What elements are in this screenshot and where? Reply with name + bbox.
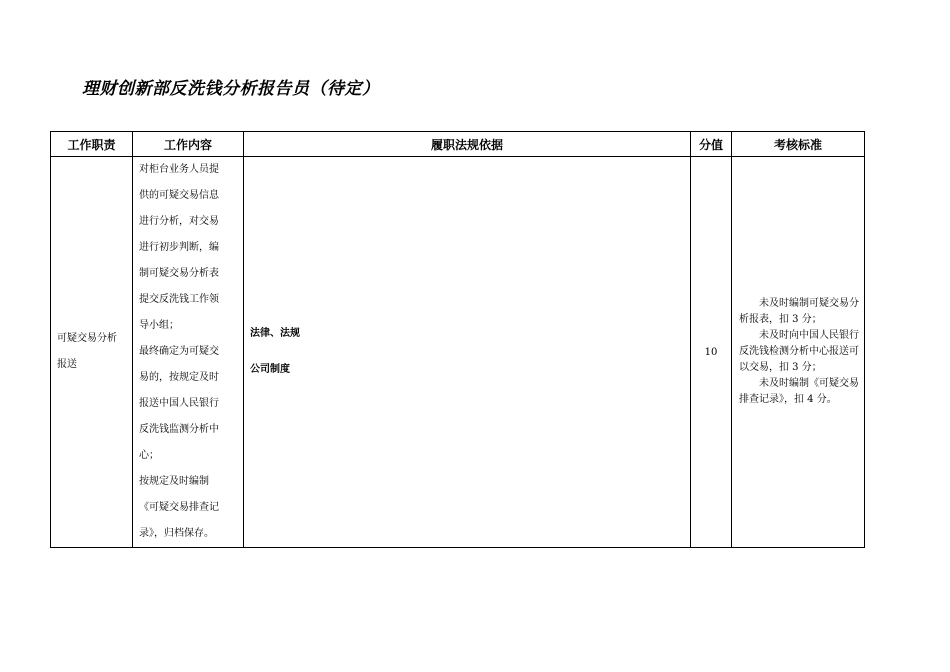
table-row	[51, 157, 865, 548]
duty-table	[50, 131, 865, 548]
cell-duty	[51, 157, 133, 548]
content-line: 制可疑交易分析表	[139, 268, 219, 279]
header-standard: 考核标准	[732, 132, 865, 157]
cell-score: 10	[691, 157, 732, 548]
header-duty: 工作职责	[51, 132, 133, 157]
content-line: 易的，按规定及时	[139, 372, 219, 383]
content-line: 导小组；	[139, 320, 179, 331]
duty-line: 报送	[57, 359, 77, 370]
content-line: 提交反洗钱工作领	[139, 294, 219, 305]
cell-basis	[244, 157, 691, 548]
header-score: 分值	[691, 132, 732, 157]
header-content: 工作内容	[133, 132, 244, 157]
content-line: 报送中国人民银行	[139, 398, 219, 409]
content-line: 供的可疑交易信息	[139, 190, 219, 201]
content-line: 最终确定为可疑交	[139, 346, 219, 357]
basis-item: 公司制度	[250, 364, 290, 375]
content-line: 按规定及时编制	[139, 476, 209, 487]
cell-standard	[732, 157, 865, 548]
content-line: 对柜台业务人员提	[139, 164, 219, 175]
header-basis: 履职法规依据	[244, 132, 691, 157]
content-line: 心；	[139, 450, 159, 461]
cell-content	[133, 157, 244, 548]
page-title: 理财创新部反洗钱分析报告员（待定）	[82, 79, 380, 99]
standard-item: 未及时编制《可疑交易排查记录》，扣 4 分。	[739, 378, 859, 405]
duty-line: 可疑交易分析	[57, 333, 117, 344]
standard-item: 未及时向中国人民银行反洗钱检测分析中心报送可以交易，扣 3 分；	[739, 330, 859, 373]
content-line: 录》，归档保存。	[139, 528, 214, 539]
standard-item: 未及时编制可疑交易分析报表，扣 3 分；	[739, 298, 859, 325]
basis-item: 法律、法规	[250, 328, 300, 339]
content-line: 进行分析，对交易	[139, 216, 219, 227]
content-line: 反洗钱监测分析中	[139, 424, 219, 435]
table-header-row	[51, 132, 865, 157]
content-line: 进行初步判断，编	[139, 242, 219, 253]
content-line: 《可疑交易排查记	[139, 502, 219, 513]
